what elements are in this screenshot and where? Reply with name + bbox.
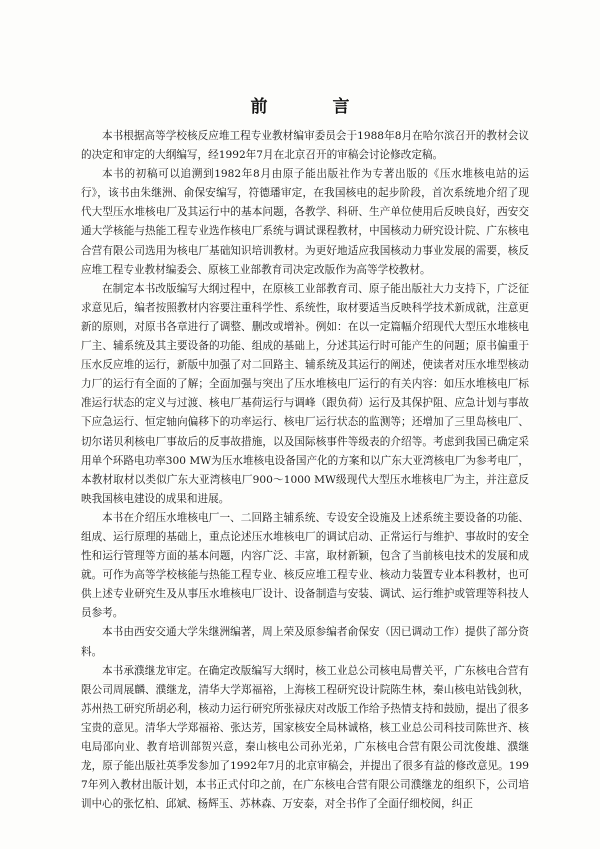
paragraph: 本书在介绍压水堆核电厂一、二回路主辅系统、专设安全设施及上述系统主要设备的功能、组成、运行原理的基础上，重点论述压水堆核电厂的调试启动、正常运行与维护、事故时的安全性和运行管理等方面的基本问题，内容广泛、丰富，取材新颖，包含了当前核电技术的发展和成就。可作为高等学校核能与热能工程专业、核反应堆工程专业、核动力装置专业本科教材，也可供上述专业研究生及从事压水堆核电厂设计、设备制造与安装、调试、运行维护或管理等科技人员参考。 [81, 511, 529, 620]
page-title: 前 言 [250, 97, 374, 117]
paragraph: 在制定本书改版编写大纲过程中，在原核工业部教育司、原子能出版社大力支持下，广泛征求意见后，编者按照教材内容要注重科学性、系统性，取材要适当反映科学技术新成就，注意更新的原则，对原书各章进行了调整、删改或增补。例如：在以一定篇幅介绍现代大型压水堆核电厂主、辅系统及其主要设备的功能、组成的基础上，分述其运行时可能产生的问题；原书偏重于压水反应堆的运行，新版中加强了对二回路主、辅系统及其运行的阐述，使读者对压水堆型核动力厂的运行有全面的了解；全面加强与突出了压水堆核电厂运行的有关内容：如压水堆核电厂标准运行状态的定义与过渡、核电厂基荷运行与调峰（跟负荷）运行及其保护阻、应急计划与事故下应急运行、恒定轴向偏移下的功率运行、核电厂运行状态的监测等；还增加了三里岛核电厂、切尔诺贝利核电厂事故后的反事故措施，以及国际核事件等级表的介绍等。考虑到我国已确定采用单个环路电功率300 MW为压水堆核电设备国产化的方案和以广东大亚湾核电厂为参考电厂，本教材取材以类似广东大亚湾核电厂900～1000 MW级现代大型压水堆核电厂为主，并注意反映我国核电建设的成果和进展。 [81, 282, 529, 505]
paragraph: 本书根据高等学校核反应堆工程专业教材编审委员会于1988年8月在哈尔滨召开的教材会议的决定和审定的大纲编写，经1992年7月在北京召开的审稿会讨论修改定稿。 [81, 130, 529, 162]
preface-body [81, 127, 529, 814]
paragraph: 本书承濮继龙审定。在确定改版编写大纲时，核工业总公司核电局曹关平，广东核电合营有限公司周展麟、濮继龙，清华大学郑福裕，上海核工程研究设计院陈生林，秦山核电站钱剑秋，苏州热工研究所胡必利，核动力运行研究所张禄庆对改版工作给予热情支持和鼓励，提出了很多宝贵的意见。清华大学郑福裕、张达芳，国家核安全局林诚格，核工业总公司科技司陈世齐、核电局邵向业、教育培训部贺兴意，秦山核电公司孙光弟，广东核电合营有限公司沈俊雄、濮继龙，原子能出版社英季发参加了1992年7月的北京审稿会，并提出了很多有益的修改意见。1997年列入教材出版计划，本书正式付印之前，在广东核电合营有限公司濮继龙的组织下，公司培训中心的张忆柏、邱斌、杨辉玉、苏林森、万安泰，对全书作了全面仔细校阅，纠正 [81, 664, 529, 811]
paragraph: 本书由西安交通大学朱继洲编著，周上荣及原参编者俞保安（因已调动工作）提供了部分资料。 [81, 626, 529, 658]
paragraph: 本书的初稿可以追溯到1982年8月由原子能出版社作为专著出版的《压水堆核电站的运行》，该书由朱继洲、俞保安编写，符德璠审定，在我国核电的起步阶段，首次系统地介绍了现代大型压水堆核电厂及其运行中的基本问题，各教学、科研、生产单位使用后反映良好，西安交通大学核能与热能工程专业选作核电厂系统与调试课程教材，中国核动力研究设计院、广东核电合营有限公司选用为核电厂基础知识培训教材。为更好地适应我国核动力事业发展的需要，核反应堆工程专业教材编委会、原核工业部教育司决定改版作为高等学校教材。 [81, 168, 529, 276]
